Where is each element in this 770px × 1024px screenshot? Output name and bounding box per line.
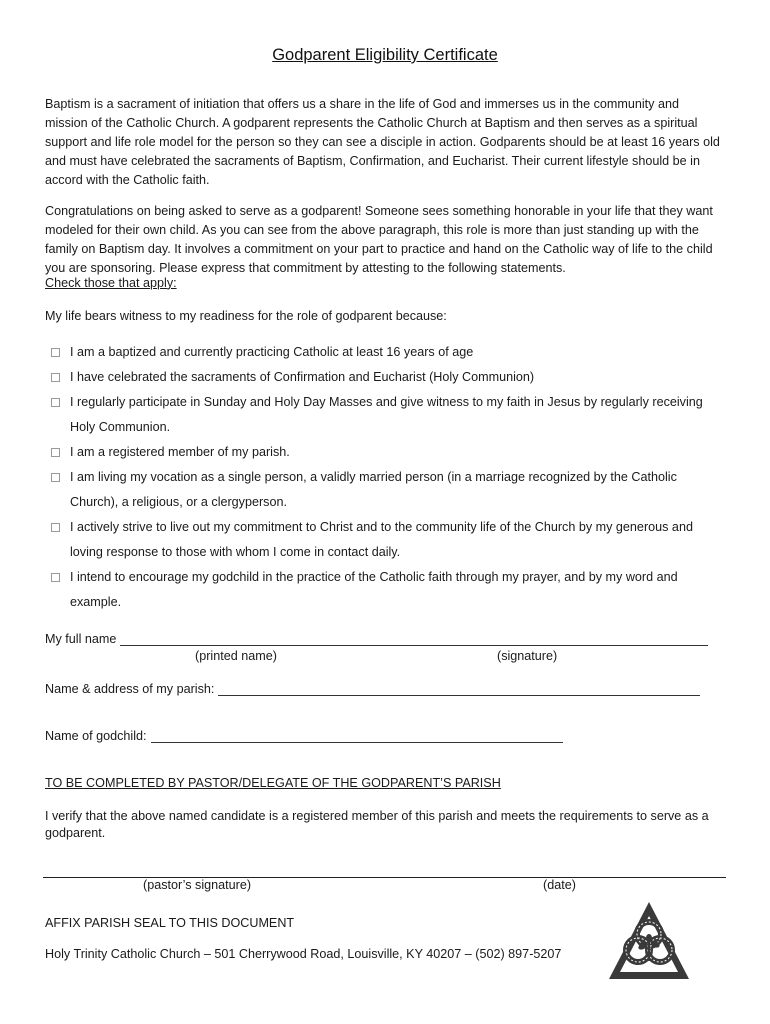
parish-field[interactable]: [218, 683, 700, 696]
intro-paragraph-congratulations: Congratulations on being asked to serve as a godparent! Someone sees something honorable in your life that they want modeled for their own child. As you can see from the above paragraph, this role is more than just standing up with the family on Baptism day. It involves a commitment on your part to practice and hand on the Catholic way of life to the child you are sponsoring. Please express that commitment by attesting to the following statements.: [45, 204, 713, 275]
full-name-field[interactable]: [120, 633, 708, 646]
checklist-item-label: I intend to encourage my godchild in the practice of the Catholic faith through my prayer, and by my word and example.: [70, 570, 678, 609]
checklist-item-label: I am a baptized and currently practicing Catholic at least 16 years of age: [70, 345, 474, 359]
pastor-signature-caption: (pastor’s signature): [143, 878, 252, 892]
checklist-item: [48, 465, 728, 515]
checklist-item: [48, 365, 728, 390]
godchild-row: [45, 729, 563, 743]
intro-paragraph-baptism: Baptism is a sacrament of initiation that offers us a share in the life of God and immerses us in the community and mission of the Catholic Church. A godparent represents the Catholic Church at Baptism and then serves as a spiritual support and life role model for the person so they can see a disciple in action. Godparents should be at least 16 years old and must have celebrated the sacraments of Baptism, Confirmation, and Eucharist. Their current lifestyle should be in accord with the Catholic faith.: [45, 97, 720, 187]
verification-statement: I verify that the above named candidate is a registered member of this parish and meets the requirements to serve as a godparent.: [45, 809, 709, 840]
checklist-item: [48, 515, 728, 565]
checkbox-icon[interactable]: [51, 348, 60, 357]
parish-label: Name & address of my parish:: [45, 682, 215, 696]
checklist-item-label: I regularly participate in Sunday and Holy Day Masses and give witness to my faith in Jesus by regularly receiving Holy Communion.: [70, 395, 703, 434]
full-name-row: [45, 632, 708, 646]
eligibility-checklist: [48, 340, 728, 615]
printed-name-caption: (printed name): [195, 649, 277, 663]
readiness-intro: My life bears witness to my readiness for the role of godparent because:: [45, 309, 447, 323]
affix-seal-instruction: AFFIX PARISH SEAL TO THIS DOCUMENT: [45, 916, 295, 930]
checkbox-icon[interactable]: [51, 448, 60, 457]
date-caption: (date): [543, 878, 576, 892]
checkbox-icon[interactable]: [51, 398, 60, 407]
checkbox-icon[interactable]: [51, 573, 60, 582]
checklist-item: [48, 565, 728, 615]
godchild-field[interactable]: [151, 730, 563, 743]
checklist-item-label: I am living my vocation as a single person, a validly married person (in a marriage recognized by the Catholic Church), a religious, or a clergyperson.: [70, 470, 677, 509]
checklist-item-label: I actively strive to live out my commitment to Christ and to the community life of the Church by my generous and loving response to those with whom I come in contact daily.: [70, 520, 693, 559]
checklist-item-label: I am a registered member of my parish.: [70, 445, 290, 459]
parish-row: [45, 682, 700, 696]
signature-caption: (signature): [497, 649, 558, 663]
church-address: Holy Trinity Catholic Church – 501 Cherrywood Road, Louisville, KY 40207 – (502) 897-5207: [45, 947, 562, 961]
checkbox-icon[interactable]: [51, 373, 60, 382]
godchild-label: Name of godchild:: [45, 729, 147, 743]
checklist-item: [48, 390, 728, 440]
checkbox-icon[interactable]: [51, 523, 60, 532]
page-title: Godparent Eligibility Certificate: [272, 46, 498, 64]
checklist-item-label: I have celebrated the sacraments of Confirmation and Eucharist (Holy Communion): [70, 370, 535, 384]
checklist-item: [48, 340, 728, 365]
holy-trinity-seal-icon: [606, 899, 692, 983]
check-heading: Check those that apply:: [45, 276, 177, 290]
checkbox-icon[interactable]: [51, 473, 60, 482]
pastor-section-heading: TO BE COMPLETED BY PASTOR/DELEGATE OF THE GODPARENT’S PARISH: [45, 776, 501, 790]
full-name-label: My full name: [45, 632, 117, 646]
checklist-item: [48, 440, 728, 465]
